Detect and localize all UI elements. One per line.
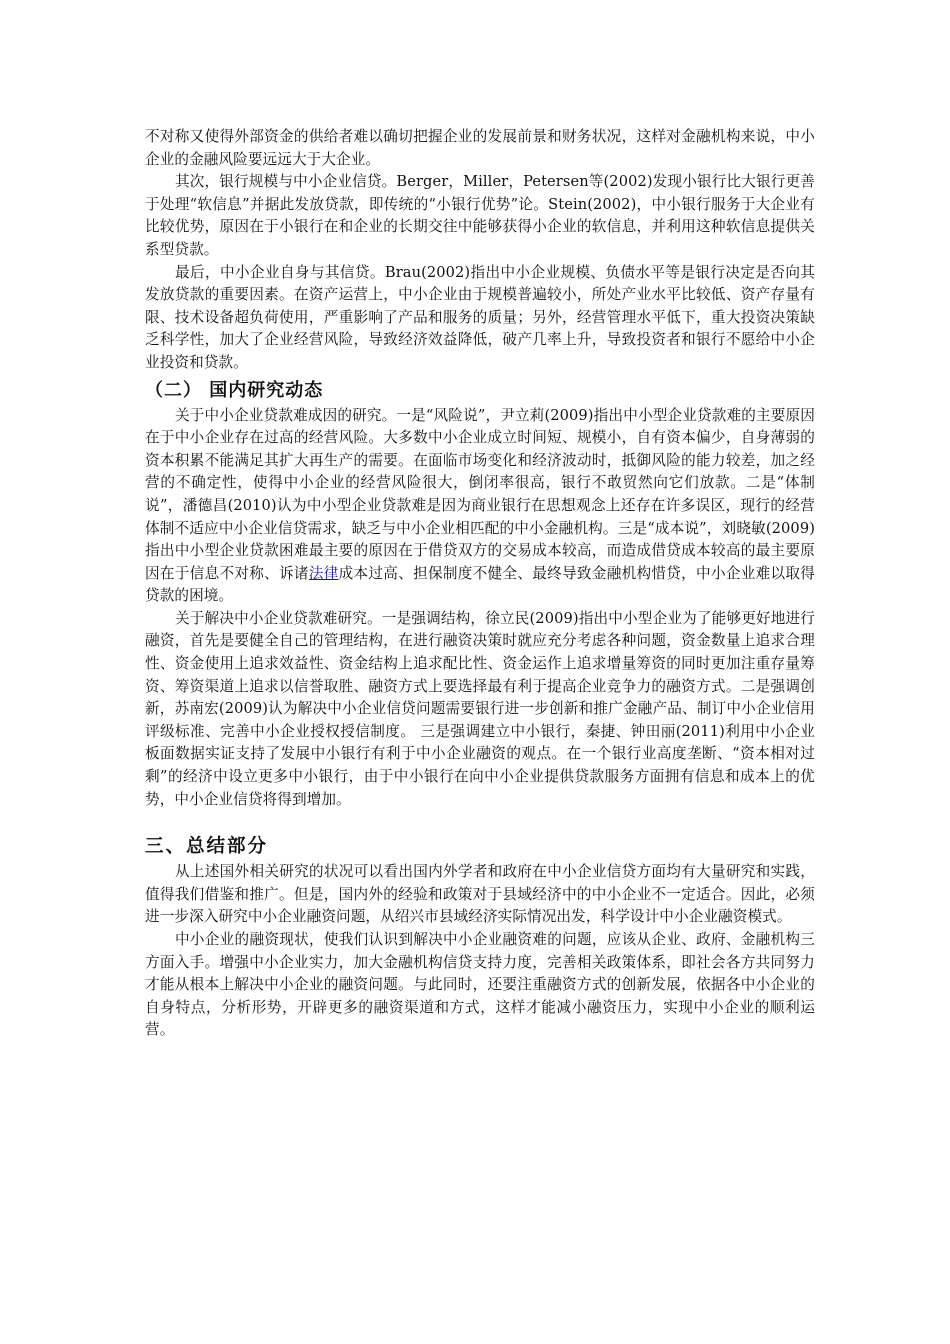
paragraph-sme-self: 最后，中小企业自身与其信贷。Brau(2002)指出中小企业规模、负债水平等是银行决定是否向其发放贷款的重要因素。在资产运营上，中小企业由于规模普遍较小，所处产业水平比较低、资产存量有限、技术设备超负荷使用，严重影响了产品和服务的质量；另外，经营管理水平低下，重大投资决策缺乏科学性，加大了企业经营风险，导致经济效益降低，破产几率上升，导致投资者和银行不愿给中小企业投资和贷款。: [145, 263, 815, 371]
paragraph-bank-size: 其次，银行规模与中小企业信贷。Berger，Miller，Petersen等(2002)发现小银行比大银行更善于处理“软信息”并据此发放贷款，即传统的“小银行优势”论。Stein(2002)，中小银行服务于大企业有比较优势，原因在于小银行在和企业的长期交往中能够获得小企业的软信息，并利用这种软信息提供关系型贷款。: [145, 173, 815, 258]
paragraph-loan-causes-tail: 成本过高、担保制度不健全、最终导致金融机构惜贷，中小企业难以取得贷款的困境。: [145, 564, 816, 605]
heading-domestic-research: （二） 国内研究动态: [145, 379, 324, 401]
paragraph-continuation: 不对称又使得外部资金的供给者难以确切把握企业的发展前景和财务状况，这样对金融机构来说，中小企业的金融风险要远远大于大企业。: [145, 128, 815, 168]
heading-summary: 三、总结部分: [145, 836, 269, 858]
law-link[interactable]: 法律: [308, 564, 339, 582]
paragraph-loan-causes: [145, 405, 815, 608]
paragraph-summary-1: 从上述国外相关研究的状况可以看出国内外学者和政府在中小企业信贷方面均有大量研究和实践，值得我们借鉴和推广。但是，国内外的经验和政策对于县域经济中的中小企业不一定适合。因此，必须进一步深入研究中小企业融资问题，从绍兴市县域经济实际情况出发，科学设计中小企业融资模式。: [145, 863, 815, 926]
paragraph-summary-2: 中小企业的融资现状，使我们认识到解决中小企业融资难的问题，应该从企业、政府、金融机构三方面入手。增强中小企业实力，加大金融机构信贷支持力度，完善相关政策体系，即社会各方共同努力才能从根本上解决中小企业的融资问题。与此同时，还要注重融资方式的创新发展，依据各中小企业的自身特点，分析形势，开辟更多的融资渠道和方式，这样才能减小融资压力，实现中小企业的顺利运营。: [145, 931, 815, 1039]
paragraph-loan-causes-text: 关于中小企业贷款难成因的研究。一是“风险说”，尹立莉(2009)指出中小型企业贷款难的主要原因在于中小企业存在过高的经营风险。大多数中小企业成立时间短、规模小，自有资本偏少，自身薄弱的资本积累不能满足其扩大再生产的需要。在面临市场变化和经济波动时，抵御风险的能力较差，加之经营的不确定性，使得中小企业的经营风险很大，倒闭率很高，银行不敢贸然向它们放款。二是“体制说”，潘德昌(2010)认为中小型企业贷款难是因为商业银行在思想观念上还存在许多误区，现行的经营体制不适应中小企业信贷需求，缺乏与中小企业相匹配的中小金融机构。三是“成本说”，刘晓敏(2009)指出中小型企业贷款困难最主要的原因在于借贷双方的交易成本较高，而造成借贷成本较高的最主要原因在于信息不对称、诉诸: [145, 406, 815, 582]
document-page: [145, 126, 815, 1042]
paragraph-loan-solutions: 关于解决中小企业贷款难研究。一是强调结构，徐立民(2009)指出中小型企业为了能够更好地进行融资，首先是要健全自己的管理结构，在进行融资决策时就应充分考虑各种问题，资金数量上追求合理性、资金使用上追求效益性、资金结构上追求配比性、资金运作上追求增量筹资的同时更加注重存量筹资、筹资渠道上追求以信誉取胜、融资方式上要选择最有利于提高企业竞争力的融资方式。二是强调创新，苏南宏(2009)认为解决中小企业信贷问题需要银行进一步创新和推广金融产品、制订中小企业信用评级标准、完善中小企业授权授信制度。 三是强调建立中小银行，秦捷、钟田丽(2011)利用中小企业板面数据实证支持了发展中小银行有利于中小企业融资的观点。在一个银行业高度垄断、“资本相对过剩”的经济中设立更多中小银行，由于中小银行在向中小企业提供贷款服务方面拥有信息和成本上的优势，中小企业信贷将得到增加。: [145, 609, 815, 808]
